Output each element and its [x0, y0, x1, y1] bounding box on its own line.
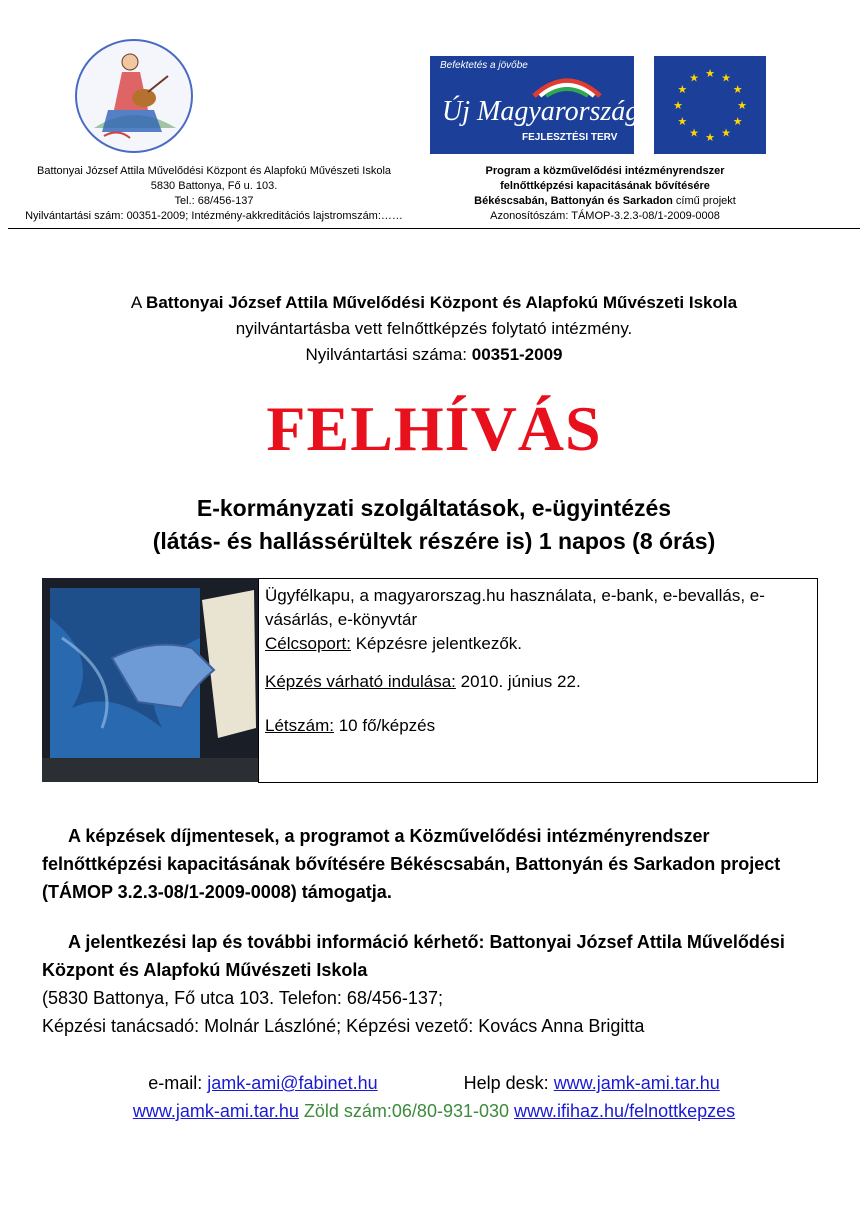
- institution-logo: [64, 32, 204, 160]
- application-contacts: Képzési tanácsadó: Molnár Lászlóné; Képzési vezető: Kovács Anna Brigitta: [42, 1016, 645, 1036]
- intro-org: Battonyai József Attila Művelődési Központ és Alapfokú Művészeti Iskola: [146, 293, 738, 312]
- eu-star-icon: ★: [689, 127, 699, 140]
- eu-star-icon: ★: [721, 72, 731, 85]
- green-number: Zöld szám:06/80-931-030: [298, 1101, 515, 1121]
- logo-sub-text: FEJLESZTÉSI TERV: [522, 132, 618, 143]
- intro-block: [40, 290, 828, 368]
- header-left-line: Tel.: 68/456-137: [174, 195, 254, 207]
- target-value: Képzésre jelentkezők.: [350, 634, 523, 653]
- eu-flag: [654, 56, 766, 154]
- eu-star-icon: ★: [732, 116, 743, 128]
- email-link[interactable]: jamk-ami@fabinet.hu: [207, 1073, 378, 1093]
- eu-star-icon: ★: [677, 116, 688, 128]
- eu-star-icon: ★: [705, 132, 715, 144]
- eu-star-icon: ★: [737, 100, 747, 112]
- uj-magyarorszag-logo: [430, 56, 640, 154]
- course-subtitle: [40, 492, 828, 558]
- page-title: FELHÍVÁS: [266, 393, 602, 464]
- header-left-line: 5830 Battonya, Fő u. 103.: [150, 180, 278, 192]
- header-institution-info: [14, 164, 414, 224]
- count-label: Létszám:: [265, 716, 334, 735]
- header-left-line: Nyilvántartási szám: 00351-2009; Intézmény-akkreditációs lajstromszám:……: [25, 210, 403, 222]
- course-photo: [42, 578, 258, 782]
- application-paragraph: [42, 928, 822, 1040]
- header-divider: [8, 228, 860, 229]
- start-value: 2010. június 22.: [455, 672, 581, 691]
- logo-main-text: Új Magyarország: [442, 96, 640, 127]
- application-bold: A jelentkezési lap és további információ kérhető: Battonyai József Attila Művelődési Központ és Alapfokú Művészeti Iskola: [42, 932, 785, 980]
- eu-star-icon: ★: [705, 68, 715, 80]
- course-info-box: [258, 578, 818, 783]
- start-label: Képzés várható indulása:: [265, 672, 456, 691]
- header-right-line: Program a közművelődési intézményrendszer: [485, 165, 725, 177]
- helpdesk-link[interactable]: www.jamk-ami.tar.hu: [553, 1073, 720, 1093]
- intro-prefix: A: [130, 293, 147, 312]
- eu-star-icon: ★: [677, 84, 688, 96]
- header-right-id: Azonosítószám: TÁMOP-3.2.3-08/1-2009-0008: [490, 210, 720, 222]
- ifihaz-link[interactable]: www.ifihaz.hu/felnottkepzes: [514, 1101, 736, 1121]
- subtitle-line1: E-kormányzati szolgáltatások, e-ügyintézés: [196, 495, 672, 521]
- website-link[interactable]: www.jamk-ami.tar.hu: [132, 1101, 299, 1121]
- intro-reg-value: 00351-2009: [471, 345, 563, 364]
- application-address: (5830 Battonya, Fő utca 103. Telefon: 68/456-137;: [42, 988, 443, 1008]
- header-right-line: felnőttképzési kapacitásának bővítésére: [500, 180, 710, 192]
- course-topics: Ügyfélkapu, a magyarorszag.hu használata, e-bank, e-bevallás, e-vásárlás, e-könyvtár: [265, 586, 765, 629]
- funding-paragraph: A képzések díjmentesek, a programot a Közművelődési intézményrendszer felnőttképzési kapacitásának bővítésére Békéscsabán, Battonyán és Sarkadon project (TÁMOP 3.2.3-08/1-2009-0008) támogatja.: [42, 826, 781, 902]
- eu-star-icon: ★: [689, 72, 699, 85]
- eu-star-icon: ★: [721, 127, 731, 140]
- subtitle-line2: (látás- és hallássérültek részére is) 1 napos (8 órás): [152, 528, 716, 554]
- logo-slogan: Befektetés a jövőbe: [440, 60, 528, 71]
- header-right-suffix: című projekt: [672, 195, 736, 207]
- header-left-line: Battonyai József Attila Művelődési Központ és Alapfokú Művészeti Iskola: [36, 165, 392, 177]
- intro-line2: nyilvántartásba vett felnőttképzés folytató intézmény.: [235, 319, 633, 338]
- contact-line1: [40, 1070, 828, 1096]
- count-value: 10 fő/képzés: [333, 716, 436, 735]
- target-label: Célcsoport:: [265, 634, 351, 653]
- intro-reg-label: Nyilvántartási száma:: [305, 345, 472, 364]
- helpdesk-label: Help desk:: [463, 1073, 554, 1093]
- eu-star-icon: ★: [732, 84, 743, 96]
- contact-line2: [40, 1098, 828, 1124]
- email-label: e-mail:: [148, 1073, 208, 1093]
- eu-star-icon: ★: [673, 100, 683, 112]
- header-program-info: [455, 164, 755, 224]
- header-right-line: Békéscsabán, Battonyán és Sarkadon: [474, 195, 673, 207]
